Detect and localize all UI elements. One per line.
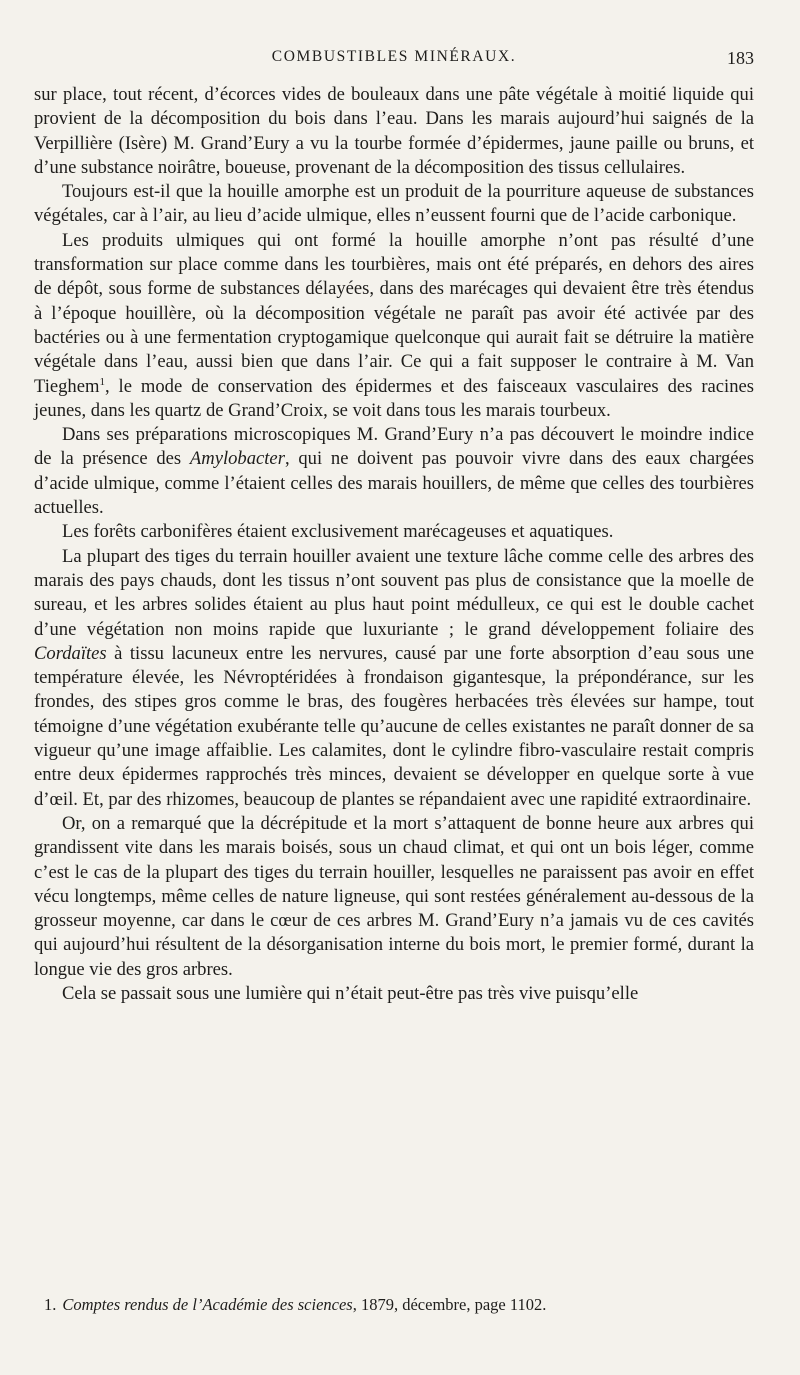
running-title: COMBUSTIBLES MINÉRAUX. [271,48,517,65]
footnote-text: , 1879, décembre, page 1102. [352,1295,547,1314]
paragraph-text: La plupart des tiges du terrain houiller avaient une texture lâche comme celle des arbres des marais des pays chauds, dont les tissus n’ont souvent pas plus de consistance que la moelle de sureau, et les arbres solides étaient au plus haut point médulleux, ce qui est le double cachet d’une végétation non moins rapide que luxuriante ; le grand développement foliaire des [34,545,754,640]
paragraph [34,229,754,423]
paragraph-text: Les produits ulmiques qui ont formé la houille amorphe n’ont pas résulté d’une transformation sur place comme dans les tourbières, mais ont été préparés, en dehors des aires de dépôt, sous forme de substances délayées, dans des marécages qui devaient être très étendus à l’époque houillère, où la décomposition végétale ne paraît pas avoir été activée par des bactéries ou à une fermentation cryptogamique quelconque qui aurait fait se détruire la matière végétale dans l’eau, aussi bien que dans l’air. Ce qui a fait supposer le contraire à M. Van Tieghem [34,229,754,397]
paragraph-text: , qui ne doivent pas pouvoir vivre dans des eaux chargées d’acide ulmique, comme l’étaient celles des marais houillers, de même que celles des tourbières actuelles. [34,448,754,519]
paragraph: sur place, tout récent, d’écorces vides de bouleaux dans une pâte végétale à moitié liquide qui provient de la décomposition du bois dans l’eau. Dans les marais aujourd’hui saignés de la Verpillière (Isère) M. Grand’Eury a vu la tourbe formée d’épidermes, jaune paille ou bruns, et d’une substance noirâtre, boueuse, provenant de la décomposition des tissus cellulaires. [34,84,754,178]
paragraph: Toujours est-il que la houille amorphe est un produit de la pourriture aqueuse de substances végétales, car à l’air, au lieu d’acide ulmique, elles n’eussent fourni que de l’acide carbonique. [34,181,754,227]
footnote-number: 1. [44,1295,57,1314]
paragraph [34,423,754,520]
taxon-name: Cordaïtes [34,642,107,664]
paragraph: Cela se passait sous une lumière qui n’était peut-être pas très vive puisqu’elle [62,982,639,1004]
paragraph-text: , le mode de conservation des épidermes et des faisceaux vasculaires des racines jeunes, dans les quartz de Grand’Croix, se voit dans tous les marais tourbeux. [34,375,754,421]
paragraph: Or, on a remarqué que la décrépitude et la mort s’attaquent de bonne heure aux arbres qui grandissent vite dans les marais boisés, sous un chaud climat, et qui ont un bois léger, comme c’est le cas de la plupart des tiges du terrain houiller, lesquelles ne paraissent pas avoir en effet vécu longtemps, même celles de nature ligneuse, qui sont restées généralement au-dessous de la grosseur moyenne, car dans le cœur de ces arbres M. Grand’Eury n’a jamais vu de ces cavités qui aujourd’hui résultent de la désorganisation interne du bois mort, le premier formé, durant la longue vie des gros arbres. [34,812,754,980]
footnote [34,1294,754,1316]
taxon-name: Amylobacter [189,448,285,470]
body-text [34,83,754,1006]
paragraph-text: Dans ses préparations microscopiques M. Grand’Eury n’a pas découvert le moindre indice de la présence des [34,424,754,470]
paragraph-text: à tissu lacuneux entre les nervures, causé par une forte absorption d’eau sous une température élevée, les Névroptéridées à frondaison gigantesque, la prépondérance, sur les frondes, des stipes gros comme le bras, des fougères herbacées très élevées sur hampe, tout témoigne d’une végétation exubérante telle qu’aucune de celles existantes ne paraît donner de sa vigueur qu’une image affaiblie. Les calamites, dont le cylindre fibro-vasculaire restait compris entre deux épidermes rapprochés très minces, devaient se développer en quelque sorte à vue d’œil. Et, par des rhizomes, beaucoup de plantes se répandaient avec une rapidité extraordinaire. [34,642,754,810]
paragraph [34,545,754,812]
page-number: 183 [727,48,754,68]
running-header [34,44,754,74]
paragraph: Les forêts carbonifères étaient exclusivement marécageuses et aquatiques. [62,521,614,543]
footnote-reference[interactable]: 1 [99,375,105,388]
footnote-source-title: Comptes rendus de l’Académie des sciences [62,1295,353,1314]
